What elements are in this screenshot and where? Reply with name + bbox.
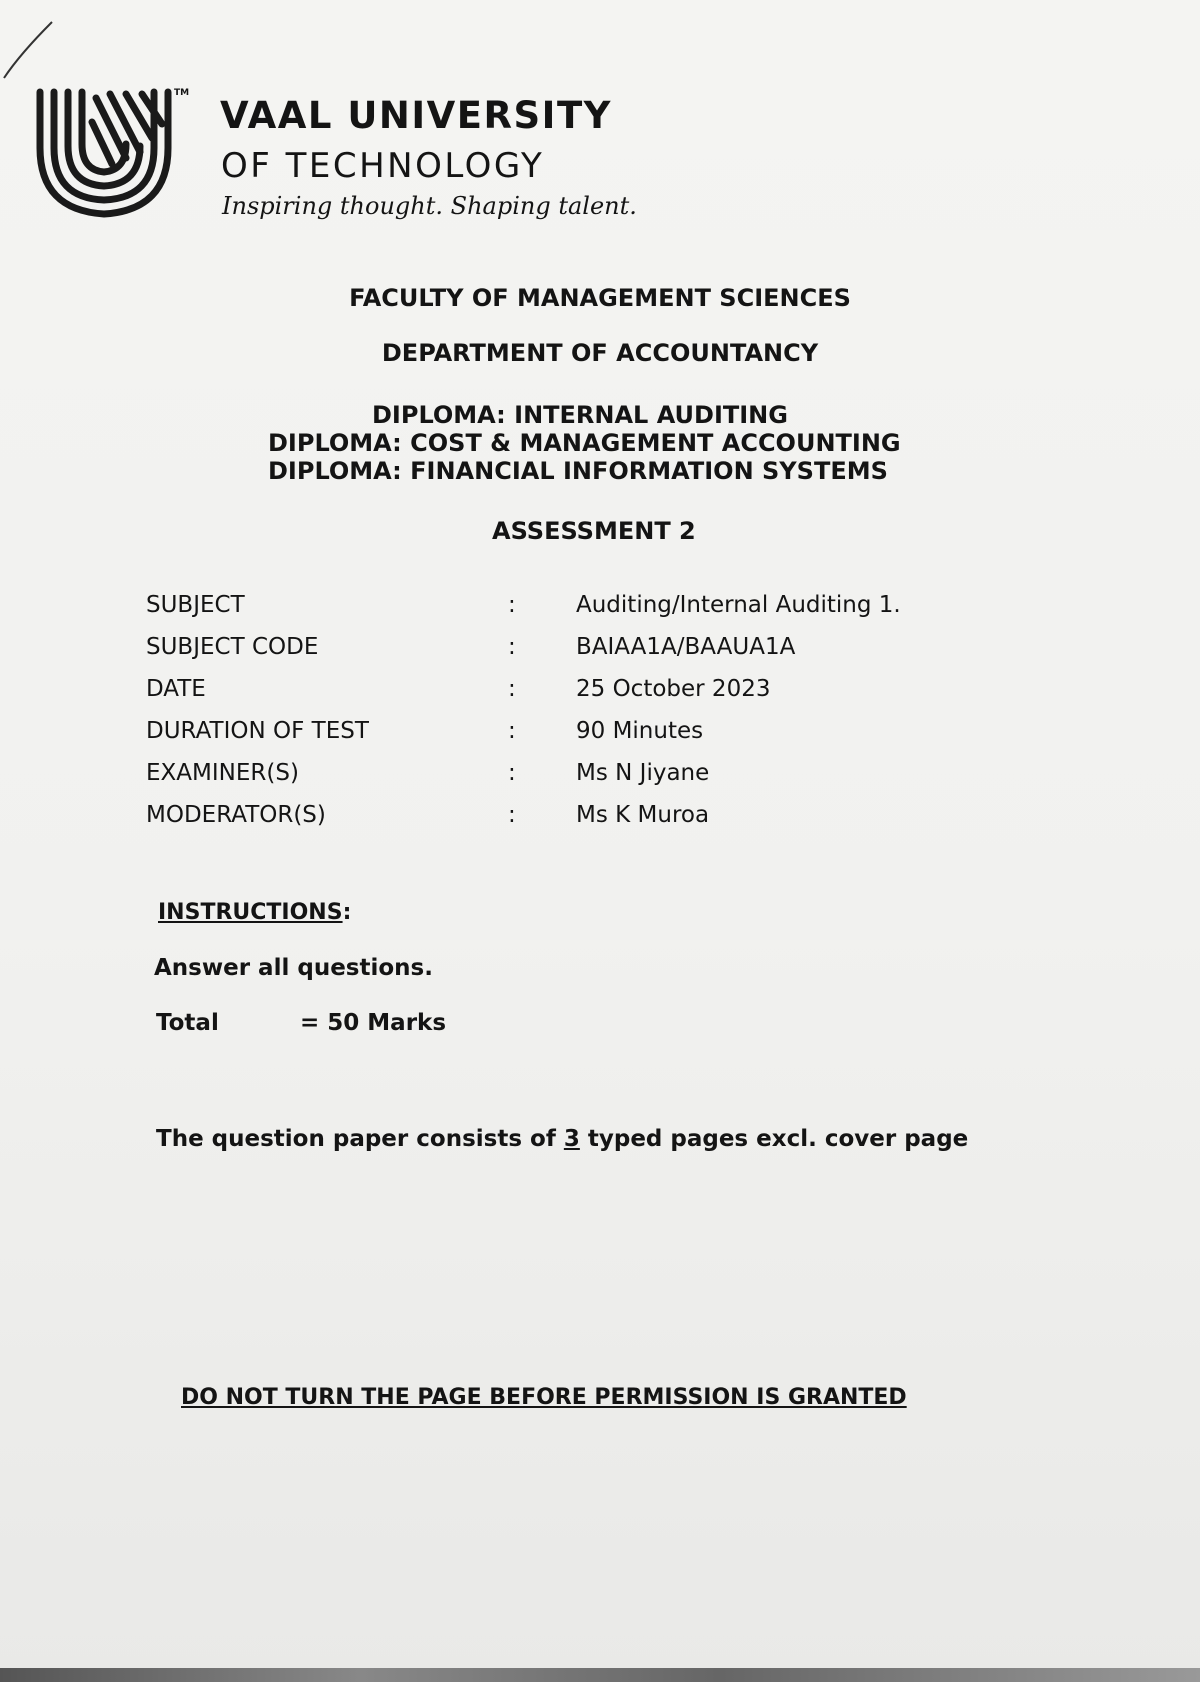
trademark-symbol: TM	[174, 88, 190, 98]
detail-value: 25 October 2023	[576, 676, 771, 702]
university-tagline: Inspiring thought. Shaping talent.	[222, 192, 637, 220]
instructions-title: INSTRUCTIONS	[158, 900, 343, 925]
diploma-cost-management-accounting: DIPLOMA: COST & MANAGEMENT ACCOUNTING	[268, 429, 901, 457]
page-count-statement	[156, 1126, 968, 1152]
detail-value: Ms K Muroa	[576, 802, 710, 828]
total-value: = 50 Marks	[300, 1010, 447, 1036]
detail-label: EXAMINER(S)	[146, 760, 299, 786]
instructions-heading	[158, 900, 351, 925]
university-name: VAAL UNIVERSITY	[220, 94, 612, 137]
pages-prefix: The question paper consists of	[156, 1126, 564, 1152]
total-label: Total	[156, 1010, 219, 1036]
diploma-internal-auditing: DIPLOMA: INTERNAL AUDITING	[372, 401, 788, 429]
detail-colon: :	[508, 760, 516, 786]
detail-colon: :	[508, 634, 516, 660]
assessment-heading: ASSESSMENT 2	[492, 517, 696, 545]
detail-label: MODERATOR(S)	[146, 802, 326, 828]
detail-value: Ms N Jiyane	[576, 760, 710, 786]
detail-colon: :	[508, 592, 516, 618]
university-logo	[34, 88, 694, 228]
diploma-financial-information-systems: DIPLOMA: FINANCIAL INFORMATION SYSTEMS	[268, 457, 888, 485]
detail-colon: :	[508, 802, 516, 828]
department-heading: DEPARTMENT OF ACCOUNTANCY	[381, 339, 819, 367]
scan-bottom-edge	[0, 1668, 1200, 1682]
pages-suffix: typed pages excl. cover page	[579, 1126, 969, 1152]
detail-value: Auditing/Internal Auditing 1.	[576, 592, 901, 618]
university-shield-icon	[34, 88, 174, 218]
detail-colon: :	[508, 676, 516, 702]
detail-value: BAIAA1A/BAAUA1A	[576, 634, 796, 660]
permission-warning: DO NOT TURN THE PAGE BEFORE PERMISSION IS GRANTED	[181, 1385, 907, 1410]
detail-label: DATE	[146, 676, 206, 702]
detail-label: SUBJECT CODE	[146, 634, 319, 660]
answer-all-instruction: Answer all questions.	[154, 955, 433, 981]
pages-count: 3	[563, 1126, 580, 1152]
instructions-colon: :	[342, 900, 352, 925]
detail-label: DURATION OF TEST	[146, 718, 369, 744]
total-marks	[156, 1010, 447, 1036]
university-subname: OF TECHNOLOGY	[221, 146, 545, 186]
detail-label: SUBJECT	[146, 592, 245, 618]
faculty-heading: FACULTY OF MANAGEMENT SCIENCES	[349, 284, 851, 312]
detail-colon: :	[508, 718, 516, 744]
detail-value: 90 Minutes	[576, 718, 704, 744]
diploma-list	[268, 401, 901, 485]
pen-stroke-mark	[0, 20, 60, 80]
